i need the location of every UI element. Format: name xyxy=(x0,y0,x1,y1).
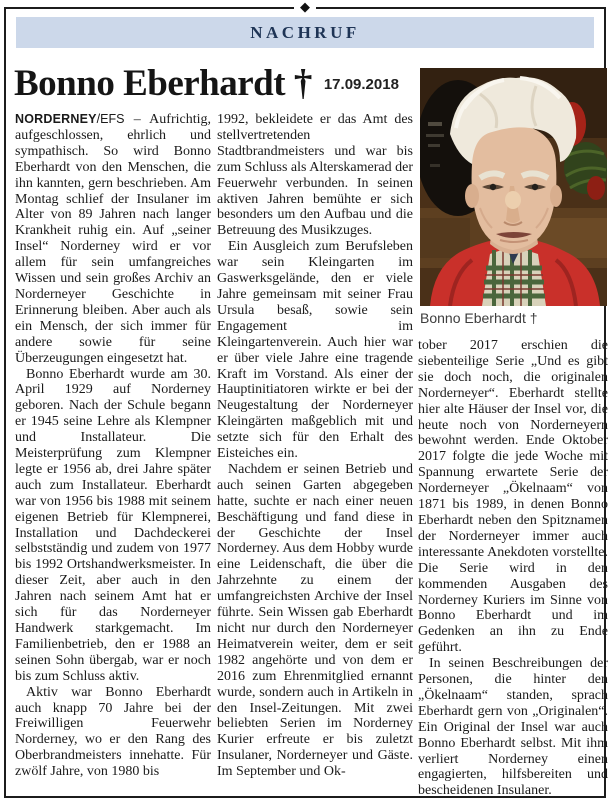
location-lead: NORDERNEY xyxy=(15,112,97,126)
photo-caption: Bonno Eberhardt † xyxy=(420,310,538,326)
paragraph: 1992, bekleidete er das Amt des stellvertretenden Stadtbrandmeisters und war bis zum Schluss als Alterskamerad der Feuerwehr verbunden. In seinen aktiven Jahren bemühte er sich besonders um den Aufbau und die Betreuung des Musikzuges. xyxy=(217,112,413,239)
article-header xyxy=(14,57,414,109)
photo-block xyxy=(420,68,607,326)
paragraph: Bonno Eberhardt wurde am 30. April 1929 auf Norderney geboren. Nach der Schule begann er 1945 seine Lehre als Klempner und Installateur. Die Meisterprüfung zum Klempner legte er 1956 ab, drei Jahre später auch zum Installateur. Eberhardt war von 1956 bis 1988 mit seinem eigenen Betrieb für Klempnerei, Installation und Dachdeckerei selbstständig und zudem von 1977 bis 1992 Ortshandwerksmeister. In dieser Zeit, aber auch in den Jahren nach seinem Amt hat er sich für das Norderneyer Handwerk starkgemacht. Im Familienbetrieb, den er 1988 an seinen Sohn übergab, war er noch bis zum Schluss aktiv. xyxy=(15,366,211,684)
paragraph: Nachdem er seinen Betrieb und auch seinen Garten abgegeben hatte, suchte er nach einer neuen Beschäftigung und fand diese in der Geschichte der Insel Norderney. Aus dem Hobby wurde eine Leidenschaft, die über die Jahrzehnte zu einem der umfangreichsten Archive der Insel führte. Sein Wissen gab Eberhardt nicht nur durch den Norderneyer Heimatverein weiter, dem er seit 1982 angehörte und von dem er 2016 zum Ehrenmitglied ernannt wurde, sondern auch in Artikeln in den Insel-Zeitungen. Mit zwei beliebten Serien im Norderney Kurier erfreute er bis zuletzt Insulaner, Norderneyer und Gäste. Im September und Ok- xyxy=(217,461,413,780)
article-date: 17.09.2018 xyxy=(323,75,399,93)
article-column-2 xyxy=(217,112,413,801)
paragraph xyxy=(15,112,211,367)
article-column-1 xyxy=(15,112,211,801)
kicker-label: NACHRUF xyxy=(250,22,360,42)
paragraph: Aktiv war Bonno Eberhardt auch knapp 70 Jahre bei der Freiwilligen Feuerwehr Norderney, wo er den Rang des Oberbrandmeisters innehatte. Für zwölf Jahre, von 1980 bis xyxy=(15,684,211,780)
article-title: Bonno Eberhardt † xyxy=(14,62,312,104)
page-border-frame xyxy=(4,0,608,799)
location-lead-suffix: /EFS xyxy=(96,112,125,126)
paragraph: Ein Ausgleich zum Berufsleben war sein Kleingarten im Gaswerksgelände, den er viele Jahre gemeinsam mit seiner Frau Ursula besaß, sowie sein Engagement im Kleingartenverein. Auch hier war er über viele Jahre eine tragende Kraft im Vorstand. Als einer der Hauptinitiatoren wirkte er bei der Neugestaltung der Norderneyer Kleingärten maßgeblich mit und setzte sich für den Erhalt des Eisteiches ein. xyxy=(217,239,413,462)
article-column-3 xyxy=(418,338,608,801)
paragraph: In seinen Beschreibungen der Personen, die hinter den „Ökelnaam“ standen, sprach Eberhardt gern von „Originalen“. Ein Original der Insel war auch Bonno Eberhardt selbst. Mit ihm verliert Norderney einen engagierten, hilfsbereiten und bescheidenen Insulaner. xyxy=(418,656,608,799)
diamond-icon: ◆ xyxy=(294,0,316,18)
paragraph-text: – Aufrichtig, aufgeschlossen, ehrlich und sympathisch. So wird Bonno Eberhardt von den Menschen, die ihn kannten, gern beschrieben. Am Montag schlief der Insulaner im Alter von 89 Jahren nach langer Krankheit ruhig ein. Auf „seiner Insel“ Norderney wird er vor allem für sein umfangreiches Wissen und sein großes Archiv an Norderneyer Geschichte in Erinnerung bleiben. Aber auch als ein Mensch, der sich immer für andere sowie für seine Überzeugungen eingesetzt hat. xyxy=(15,112,211,366)
portrait-photo xyxy=(420,68,607,306)
paragraph: tober 2017 erschien die siebenteilige Serie „Und es gibt sie doch noch, die originalen Norderneyer“. Eberhardt stellte hier alte Häuser der Insel vor, die heute noch von Norderneyern bewohnt werden. Ende Oktober 2017 folgte die jede Woche mit Spannung erwartete Serie der Norderneyer „Ökelnaam“ von 1871 bis 1989, in denen Bonno Eberhardt neben den Spitznamen der Norderneyer immer auch interessante Anekdoten vorstellte. Die Serie wird in den kommenden Ausgaben des Norderney Kuriers im Sinne von Bonno Eberhardt und im Gedenken an ihn zu Ende geführt. xyxy=(418,338,608,656)
kicker-banner xyxy=(16,17,594,48)
